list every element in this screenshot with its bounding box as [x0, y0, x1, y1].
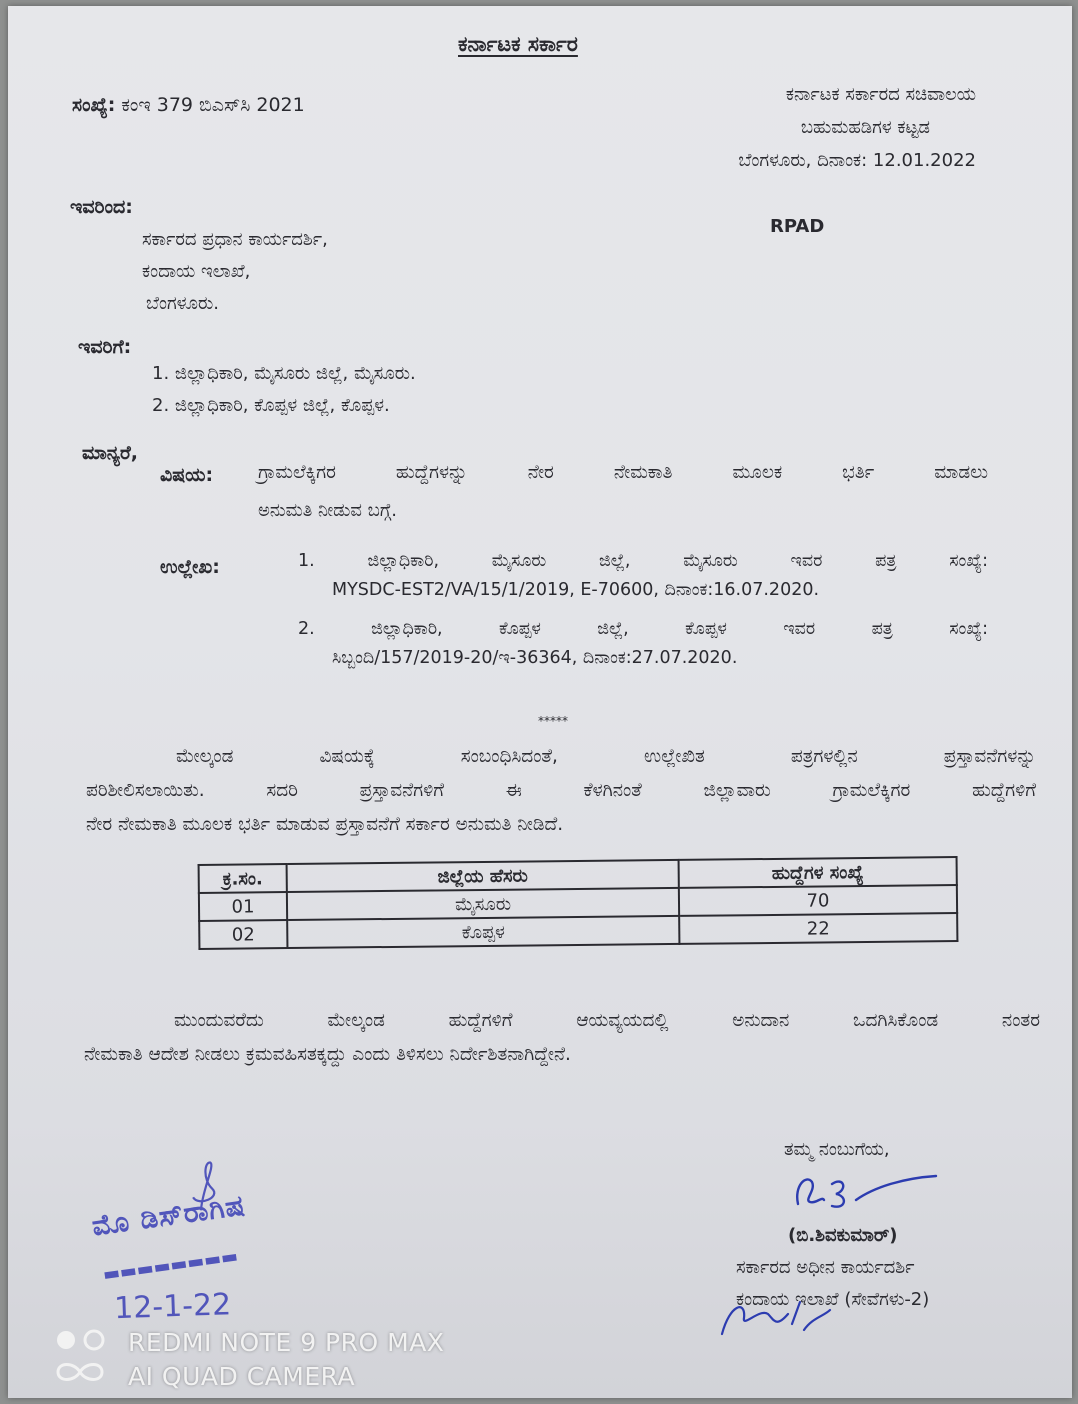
from-line: ಸರ್ಕಾರದ ಪ್ರಧಾನ ಕಾರ್ಯದರ್ಶಿ,	[142, 229, 328, 250]
office-line: ಕರ್ನಾಟಕ ಸರ್ಕಾರದ ಸಚಿವಾಲಯ	[785, 84, 976, 105]
salutation: ಮಾನ್ಯರೆ,	[82, 442, 138, 464]
to-label: ಇವರಿಗೆ:	[78, 336, 132, 358]
office-line: ಬೆಂಗಳೂರು, ದಿನಾಂಕ: 12.01.2022	[738, 150, 976, 171]
received-stamp	[79, 1170, 333, 1327]
subject-line-1: ಗ್ರಾಮಲೆಕ್ಕಿಗರ ಹುದ್ದೆಗಳನ್ನು ನೇರ ನೇಮಕಾತಿ ಮೂಲಕ ಭರ್ತಿ ಮಾಡಲು	[258, 462, 988, 483]
from-line: ಬೆಂಗಳೂರು.	[146, 293, 219, 314]
signatory-department: ಕಂದಾಯ ಇಲಾಖೆ (ಸೇವೆಗಳು-2)	[736, 1289, 930, 1310]
reference-1-line-1: 1. ಜಿಲ್ಲಾಧಿಕಾರಿ, ಮೈಸೂರು ಜಿಲ್ಲೆ, ಮೈಸೂರು ಇವರ ಪತ್ರ ಸಂಖ್ಯೆ:	[298, 551, 988, 571]
table-cell: ಕೊಪ್ಪಳ	[287, 916, 679, 948]
subject-line-2: ಅನುಮತಿ ನೀಡುವ ಬಗ್ಗೆ.	[258, 500, 398, 521]
table-header-cell: ಕ್ರ.ಸಂ.	[199, 864, 287, 893]
to-line: 1. ಜಿಲ್ಲಾಧಿಕಾರಿ, ಮೈಸೂರು ಜಿಲ್ಲೆ, ಮೈಸೂರು.	[152, 363, 416, 384]
closing-text: ತಮ್ಮ ನಂಬುಗೆಯ,	[784, 1139, 890, 1160]
camera-logo-icon	[54, 1328, 114, 1390]
table-cell: 70	[679, 885, 957, 916]
to-address	[152, 358, 416, 422]
stamp-date: 12-1-22	[113, 1287, 232, 1327]
reference-2-line-1: 2. ಜಿಲ್ಲಾಧಿಕಾರಿ, ಕೊಪ್ಪಳ ಜಿಲ್ಲೆ, ಕೊಪ್ಪಳ ಇವರ ಪತ್ರ ಸಂಖ್ಯೆ:	[298, 619, 988, 639]
reference-number-label: ಸಂಖ್ಯೆ:	[72, 94, 116, 116]
body-line: ಮೇಲ್ಕಂಡ ವಿಷಯಕ್ಕೆ ಸಂಬಂಧಿಸಿದಂತೆ, ಉಲ್ಲೇಖಿತ ಪತ್ರಗಳಲ್ಲಿನ ಪ್ರಸ್ತಾವನೆಗಳನ್ನು	[176, 746, 1036, 767]
district-posts-table	[198, 856, 959, 950]
letter-page	[8, 6, 1072, 1398]
watermark-line-2: AI QUAD CAMERA	[128, 1362, 356, 1391]
separator: *****	[538, 714, 568, 728]
reference-number-value: ಕಂಇ 379 ಬಿಎಸ್‌ಸಿ 2021	[121, 94, 305, 116]
handwritten-signature	[786, 1166, 956, 1220]
references-label: ಉಲ್ಲೇಖ:	[160, 556, 220, 578]
body-paragraph-2	[84, 1004, 1040, 1072]
signatory-designation: ಸರ್ಕಾರದ ಅಧೀನ ಕಾರ್ಯದರ್ಶಿ	[736, 1257, 915, 1278]
signatory-name: (ಬಿ.ಶಿವಕುಮಾರ್)	[788, 1225, 898, 1246]
table-header-cell: ಹುದ್ದೆಗಳ ಸಂಖ್ಯೆ	[679, 857, 957, 888]
body-line: ನೇರ ನೇಮಕಾತಿ ಮೂಲಕ ಭರ್ತಿ ಮಾಡುವ ಪ್ರಸ್ತಾವನೆಗೆ ಸರ್ಕಾರ ಅನುಮತಿ ನೀಡಿದೆ.	[86, 814, 564, 835]
body-line: ನೇಮಕಾತಿ ಆದೇಶ ನೀಡಲು ಕ್ರಮವಹಿಸತಕ್ಕದ್ದು ಎಂದು ತಿಳಿಸಲು ನಿರ್ದೇಶಿತನಾಗಿದ್ದೇನೆ.	[84, 1044, 571, 1065]
reference-number	[72, 94, 305, 116]
rpad-label: RPAD	[770, 216, 825, 237]
from-label: ಇವರಿಂದ:	[70, 196, 133, 218]
reference-1-line-2: MYSDC-EST2/VA/15/1/2019, E-70600, ದಿನಾಂಕ:16.07.2020.	[332, 580, 820, 600]
body-line: ಪರಿಶೀಲಿಸಲಾಯಿತು. ಸದರಿ ಪ್ರಸ್ತಾವನೆಗಳಿಗೆ ಈ ಕೆಳಗಿನಂತೆ ಜಿಲ್ಲಾವಾರು ಗ್ರಾಮಲೆಕ್ಕಿಗರ ಹುದ್ದೆಗಳಿಗೆ	[86, 780, 1036, 801]
subject-label: ವಿಷಯ:	[160, 464, 214, 486]
table-cell: 02	[199, 920, 287, 949]
initials-scribble	[716, 1294, 836, 1342]
watermark-line-1: REDMI NOTE 9 PRO MAX	[128, 1328, 445, 1357]
table-cell: ಮೈಸೂರು	[287, 888, 679, 920]
from-line: ಕಂದಾಯ ಇಲಾಖೆ,	[142, 261, 251, 282]
letter-heading: ಕರ್ನಾಟಕ ಸರ್ಕಾರ	[458, 32, 578, 56]
from-address	[142, 224, 328, 320]
reference-2-line-2: ಸಿಬ್ಬಂದಿ/157/2019-20/ಇ-36364, ದಿನಾಂಕ:27.07.2020.	[332, 648, 738, 668]
body-line: ಮುಂದುವರೆದು ಮೇಲ್ಕಂಡ ಹುದ್ದೆಗಳಿಗೆ ಆಯವ್ಯಯದಲ್ಲಿ ಅನುದಾನ ಒದಗಿಸಿಕೊಂಡ ನಂತರ	[174, 1010, 1040, 1031]
stamp-underline: ▬▬▬▬▬▬▬▬	[101, 1245, 240, 1286]
signature-block	[736, 1134, 956, 1316]
office-address	[640, 78, 976, 177]
body-paragraph-1	[86, 740, 1036, 842]
to-line: 2. ಜಿಲ್ಲಾಧಿಕಾರಿ, ಕೊಪ್ಪಳ ಜಿಲ್ಲೆ, ಕೊಪ್ಪಳ.	[152, 395, 390, 416]
table-header-cell: ಜಿಲ್ಲೆಯ ಹೆಸರು	[287, 860, 679, 892]
office-line: ಬಹುಮಹಡಿಗಳ ಕಟ್ಟಡ	[800, 117, 930, 138]
table-cell: 22	[679, 913, 957, 944]
stamp-text: ಮೊ ಡಿಸ್‌ರಾಗಿಷ	[89, 1188, 248, 1243]
table-cell: 01	[199, 892, 287, 921]
